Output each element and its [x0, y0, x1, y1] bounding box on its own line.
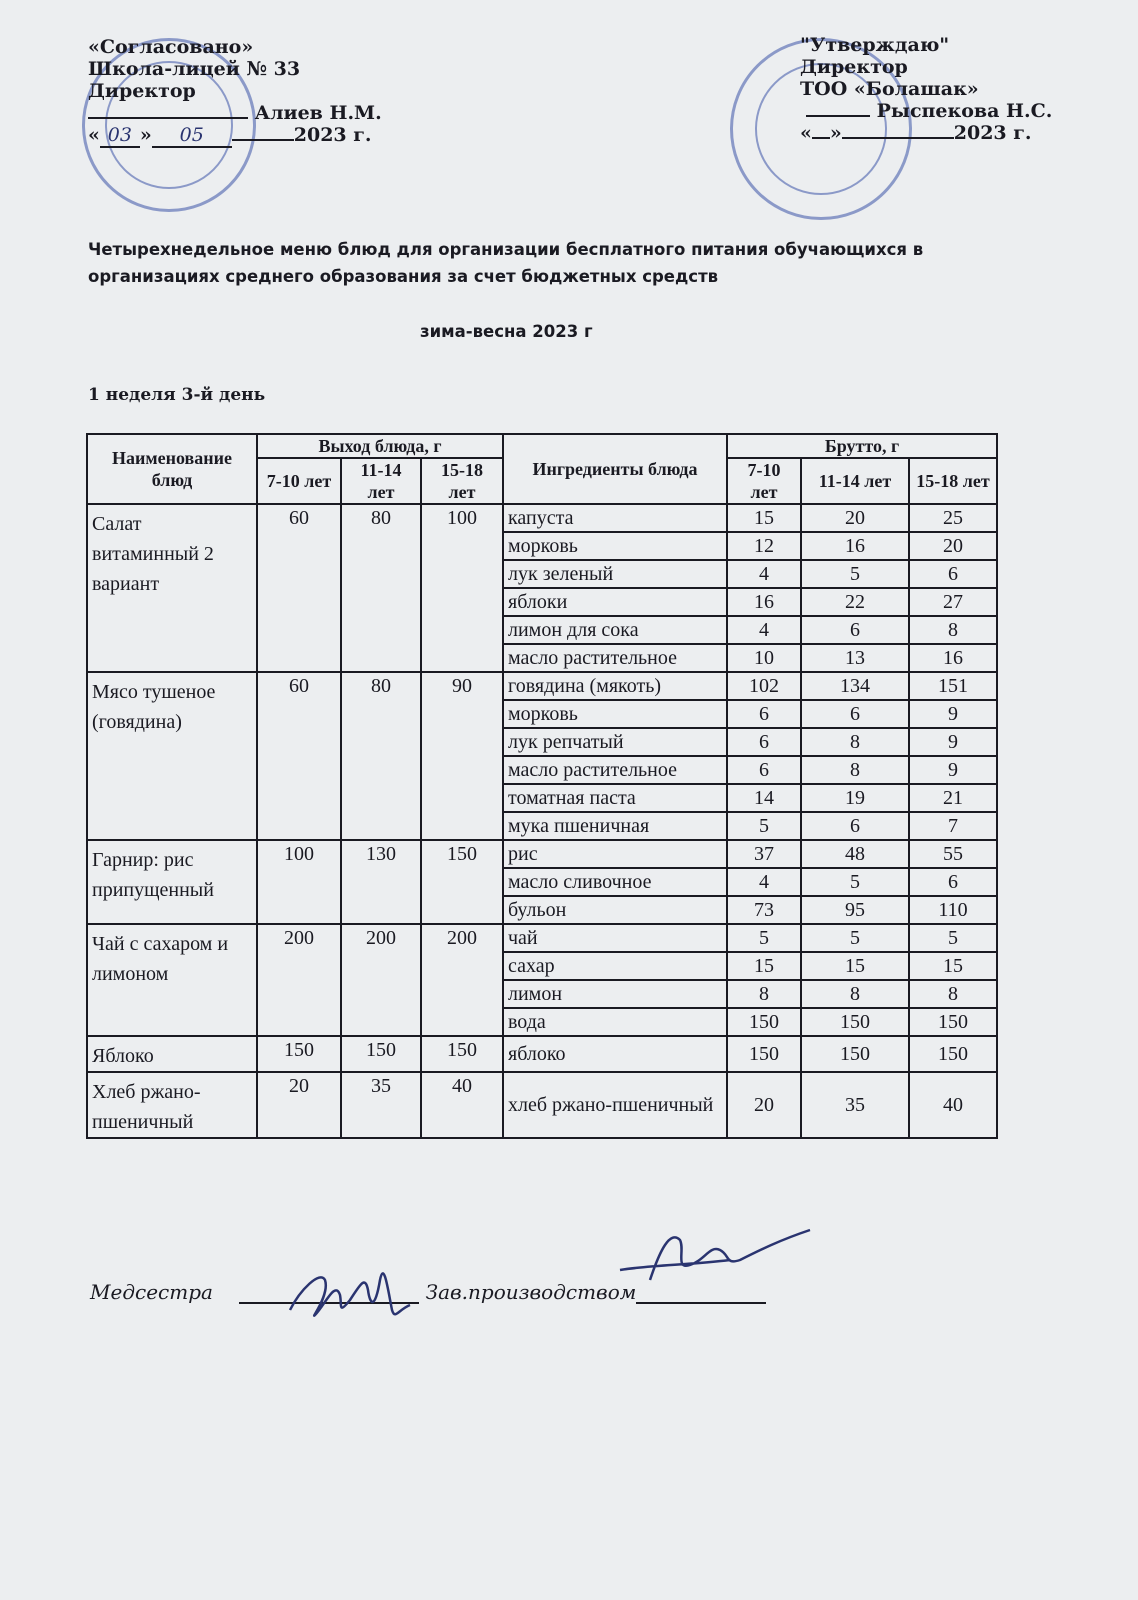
- gross-weight-cell: 22: [801, 588, 909, 616]
- menu-table-body: [87, 504, 997, 1138]
- ingredient-name-cell: томатная паста: [503, 784, 727, 812]
- dish-name-cell: Мясо тушеное (говядина): [87, 672, 257, 840]
- dish-output-cell: 100: [421, 504, 503, 672]
- approval-right-date: « » 2023 г.: [800, 122, 1032, 144]
- gross-weight-cell: 5: [801, 868, 909, 896]
- gross-weight-cell: 12: [727, 532, 801, 560]
- gross-weight-cell: 16: [801, 532, 909, 560]
- table-row: [87, 672, 997, 700]
- ingredient-name-cell: масло растительное: [503, 644, 727, 672]
- dish-output-cell: 60: [257, 504, 341, 672]
- gross-weight-cell: 10: [727, 644, 801, 672]
- dish-name-cell: Гарнир: рис припущенный: [87, 840, 257, 924]
- gross-weight-cell: 102: [727, 672, 801, 700]
- gross-weight-cell: 5: [801, 560, 909, 588]
- ingredient-name-cell: морковь: [503, 700, 727, 728]
- approval-right-position: Директор: [800, 56, 908, 78]
- nurse-signature-label: Медсестра: [90, 1280, 213, 1304]
- gross-weight-cell: 6: [727, 728, 801, 756]
- ingredient-name-cell: говядина (мякоть): [503, 672, 727, 700]
- gross-weight-cell: 20: [909, 532, 997, 560]
- gross-weight-cell: 13: [801, 644, 909, 672]
- header-gross-age-7-10: 7-10 лет: [727, 458, 801, 504]
- table-row: [87, 1036, 997, 1072]
- table-row: [87, 924, 997, 952]
- gross-weight-cell: 5: [909, 924, 997, 952]
- approval-left-date: « 03 » 05 2023 г.: [88, 124, 372, 146]
- gross-weight-cell: 4: [727, 868, 801, 896]
- dish-output-cell: 60: [257, 672, 341, 840]
- header-gross: Брутто, г: [727, 434, 997, 458]
- gross-weight-cell: 8: [727, 980, 801, 1008]
- ingredient-name-cell: лимон для сока: [503, 616, 727, 644]
- gross-weight-cell: 35: [801, 1072, 909, 1138]
- gross-weight-cell: 15: [727, 952, 801, 980]
- gross-weight-cell: 95: [801, 896, 909, 924]
- document-title: Четырехнедельное меню блюд для организации бесплатного питания обучающихся в организациях среднего образования за счет бюджетных средств: [88, 240, 924, 286]
- gross-weight-cell: 150: [801, 1036, 909, 1072]
- ingredient-name-cell: масло сливочное: [503, 868, 727, 896]
- gross-weight-cell: 5: [727, 812, 801, 840]
- nurse-handwritten-signature: [280, 1250, 430, 1340]
- gross-weight-cell: 8: [801, 756, 909, 784]
- ingredient-name-cell: сахар: [503, 952, 727, 980]
- dish-output-cell: 150: [341, 1036, 421, 1072]
- ingredient-name-cell: рис: [503, 840, 727, 868]
- gross-weight-cell: 14: [727, 784, 801, 812]
- dish-name-cell: Чай с сахаром и лимоном: [87, 924, 257, 1036]
- gross-weight-cell: 8: [909, 616, 997, 644]
- dish-output-cell: 40: [421, 1072, 503, 1138]
- gross-weight-cell: 40: [909, 1072, 997, 1138]
- dish-name-cell: Хлеб ржано-пшеничный: [87, 1072, 257, 1138]
- ingredient-name-cell: лук репчатый: [503, 728, 727, 756]
- gross-weight-cell: 37: [727, 840, 801, 868]
- gross-weight-cell: 6: [801, 812, 909, 840]
- gross-weight-cell: 20: [727, 1072, 801, 1138]
- production-handwritten-signature: [610, 1210, 830, 1300]
- ingredient-name-cell: лимон: [503, 980, 727, 1008]
- dish-output-cell: 100: [257, 840, 341, 924]
- gross-weight-cell: 150: [909, 1036, 997, 1072]
- gross-weight-cell: 6: [909, 560, 997, 588]
- gross-weight-cell: 4: [727, 616, 801, 644]
- gross-weight-cell: 21: [909, 784, 997, 812]
- ingredient-name-cell: яблоки: [503, 588, 727, 616]
- header-output-age-7-10: 7-10 лет: [257, 458, 341, 504]
- gross-weight-cell: 16: [909, 644, 997, 672]
- dish-output-cell: 150: [421, 1036, 503, 1072]
- header-dish: Наименование блюд: [87, 434, 257, 504]
- ingredient-name-cell: морковь: [503, 532, 727, 560]
- gross-weight-cell: 5: [801, 924, 909, 952]
- approval-right-org: ТОО «Болашак»: [800, 78, 979, 100]
- gross-weight-cell: 150: [727, 1036, 801, 1072]
- gross-weight-cell: 25: [909, 504, 997, 532]
- gross-weight-cell: 150: [801, 1008, 909, 1036]
- table-row: [87, 1072, 997, 1138]
- ingredient-name-cell: лук зеленый: [503, 560, 727, 588]
- gross-weight-cell: 9: [909, 728, 997, 756]
- table-row: [87, 504, 997, 532]
- dish-output-cell: 80: [341, 504, 421, 672]
- gross-weight-cell: 9: [909, 700, 997, 728]
- ingredient-name-cell: масло растительное: [503, 756, 727, 784]
- approval-left-name: Алиев Н.М.: [254, 102, 382, 124]
- gross-weight-cell: 20: [801, 504, 909, 532]
- gross-weight-cell: 151: [909, 672, 997, 700]
- production-signature-label: Зав.производством: [425, 1280, 637, 1304]
- dish-output-cell: 150: [257, 1036, 341, 1072]
- ingredient-name-cell: капуста: [503, 504, 727, 532]
- gross-weight-cell: 150: [727, 1008, 801, 1036]
- dish-output-cell: 200: [421, 924, 503, 1036]
- approval-left-position: Директор: [88, 80, 196, 102]
- gross-weight-cell: 6: [801, 616, 909, 644]
- gross-weight-cell: 19: [801, 784, 909, 812]
- menu-table: [86, 433, 998, 1139]
- approval-right-name: Рыспекова Н.С.: [876, 100, 1053, 122]
- approval-left-org: Школа-лицей № 33: [88, 58, 301, 80]
- header-gross-age-11-14: 11-14 лет: [801, 458, 909, 504]
- season-label: зима-весна 2023 г: [420, 322, 593, 341]
- header-output: Выход блюда, г: [257, 434, 503, 458]
- ingredient-name-cell: мука пшеничная: [503, 812, 727, 840]
- gross-weight-cell: 73: [727, 896, 801, 924]
- gross-weight-cell: 110: [909, 896, 997, 924]
- approval-block-right: [800, 34, 1052, 144]
- dish-output-cell: 20: [257, 1072, 341, 1138]
- ingredient-name-cell: яблоко: [503, 1036, 727, 1072]
- header-ingredients: Ингредиенты блюда: [503, 434, 727, 504]
- gross-weight-cell: 6: [909, 868, 997, 896]
- approval-right-heading: "Утверждаю": [800, 34, 950, 56]
- gross-weight-cell: 6: [727, 700, 801, 728]
- gross-weight-cell: 8: [801, 728, 909, 756]
- dish-name-cell: Салат витаминный 2 вариант: [87, 504, 257, 672]
- gross-weight-cell: 8: [909, 980, 997, 1008]
- ingredient-name-cell: вода: [503, 1008, 727, 1036]
- gross-weight-cell: 6: [727, 756, 801, 784]
- gross-weight-cell: 7: [909, 812, 997, 840]
- header-output-age-15-18: 15-18 лет: [421, 458, 503, 504]
- gross-weight-cell: 15: [909, 952, 997, 980]
- gross-weight-cell: 9: [909, 756, 997, 784]
- gross-weight-cell: 134: [801, 672, 909, 700]
- day-label: 1 неделя 3-й день: [88, 385, 266, 405]
- approval-left-heading: «Согласовано»: [88, 36, 254, 58]
- dish-output-cell: 130: [341, 840, 421, 924]
- gross-weight-cell: 4: [727, 560, 801, 588]
- dish-output-cell: 35: [341, 1072, 421, 1138]
- approval-block-left: [88, 36, 382, 148]
- gross-weight-cell: 5: [727, 924, 801, 952]
- gross-weight-cell: 150: [909, 1008, 997, 1036]
- gross-weight-cell: 8: [801, 980, 909, 1008]
- gross-weight-cell: 27: [909, 588, 997, 616]
- gross-weight-cell: 16: [727, 588, 801, 616]
- header-output-age-11-14: 11-14 лет: [341, 458, 421, 504]
- dish-output-cell: 150: [421, 840, 503, 924]
- gross-weight-cell: 15: [801, 952, 909, 980]
- gross-weight-cell: 55: [909, 840, 997, 868]
- dish-output-cell: 80: [341, 672, 421, 840]
- ingredient-name-cell: бульон: [503, 896, 727, 924]
- dish-output-cell: 200: [341, 924, 421, 1036]
- table-row: [87, 840, 997, 868]
- ingredient-name-cell: хлеб ржано-пшеничный: [503, 1072, 727, 1138]
- gross-weight-cell: 15: [727, 504, 801, 532]
- gross-weight-cell: 48: [801, 840, 909, 868]
- dish-output-cell: 90: [421, 672, 503, 840]
- ingredient-name-cell: чай: [503, 924, 727, 952]
- gross-weight-cell: 6: [801, 700, 909, 728]
- dish-output-cell: 200: [257, 924, 341, 1036]
- header-gross-age-15-18: 15-18 лет: [909, 458, 997, 504]
- dish-name-cell: Яблоко: [87, 1036, 257, 1072]
